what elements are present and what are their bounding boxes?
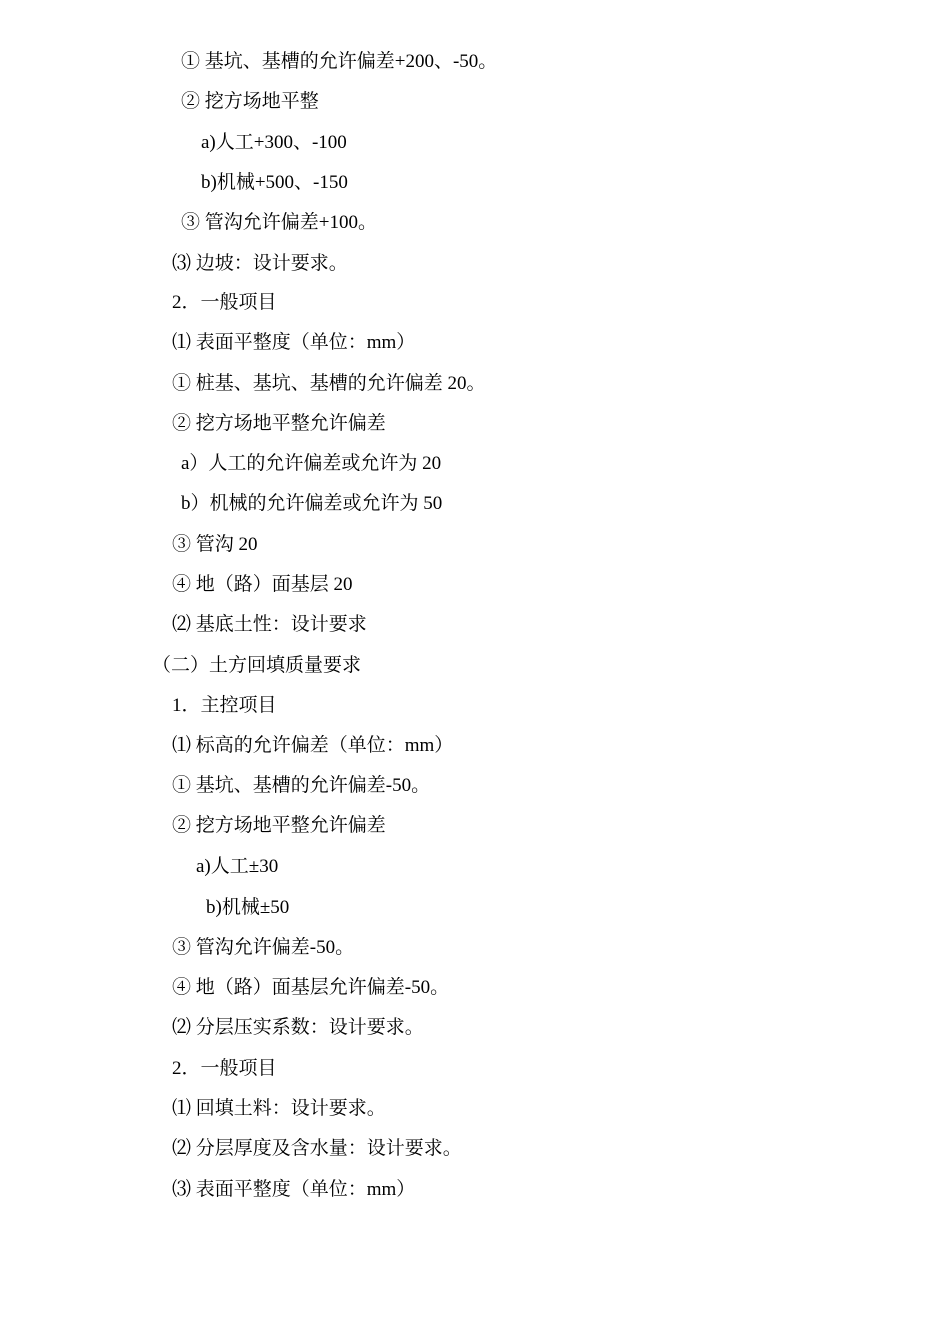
text-line: ⑵ 分层厚度及含水量：设计要求。: [172, 1138, 462, 1159]
text-line: ⑵ 分层压实系数：设计要求。: [172, 1017, 424, 1038]
text-line: ⑵ 基底土性：设计要求: [172, 614, 367, 635]
text-line: a)人工+300、-100: [201, 132, 347, 153]
text-line: b)机械±50: [206, 897, 290, 918]
text-line: a)人工±30: [196, 856, 279, 877]
text-line: ② 挖方场地平整允许偏差: [172, 413, 386, 434]
text-line: ⑴ 表面平整度（单位：mm）: [172, 332, 416, 353]
text-line: ⑶ 边坡：设计要求。: [172, 253, 348, 274]
text-line: ⑴ 标高的允许偏差（单位：mm）: [172, 735, 454, 756]
text-line: ⑴ 回填土料：设计要求。: [172, 1098, 386, 1119]
text-line: b)机械+500、-150: [201, 172, 348, 193]
section-heading: 1．主控项目: [172, 695, 277, 716]
section-heading: （二）土方回填质量要求: [152, 655, 362, 676]
text-line: ② 挖方场地平整: [181, 91, 319, 112]
text-line: ① 桩基、基坑、基槽的允许偏差 20。: [172, 373, 486, 394]
text-line: ⑶ 表面平整度（单位：mm）: [172, 1179, 416, 1200]
text-line: ④ 地（路）面基层 20: [172, 574, 353, 595]
text-line: ③ 管沟允许偏差+100。: [181, 212, 377, 233]
text-line: ③ 管沟 20: [172, 534, 258, 555]
text-line: a）人工的允许偏差或允许为 20: [181, 453, 442, 474]
text-line: b）机械的允许偏差或允许为 50: [181, 493, 443, 514]
text-line: ① 基坑、基槽的允许偏差+200、-50。: [181, 51, 498, 72]
section-heading: 2．一般项目: [172, 292, 277, 313]
text-line: ① 基坑、基槽的允许偏差-50。: [172, 775, 431, 796]
section-heading: 2．一般项目: [172, 1058, 277, 1079]
text-line: ④ 地（路）面基层允许偏差-50。: [172, 977, 450, 998]
text-line: ② 挖方场地平整允许偏差: [172, 815, 386, 836]
text-line: ③ 管沟允许偏差-50。: [172, 937, 355, 958]
